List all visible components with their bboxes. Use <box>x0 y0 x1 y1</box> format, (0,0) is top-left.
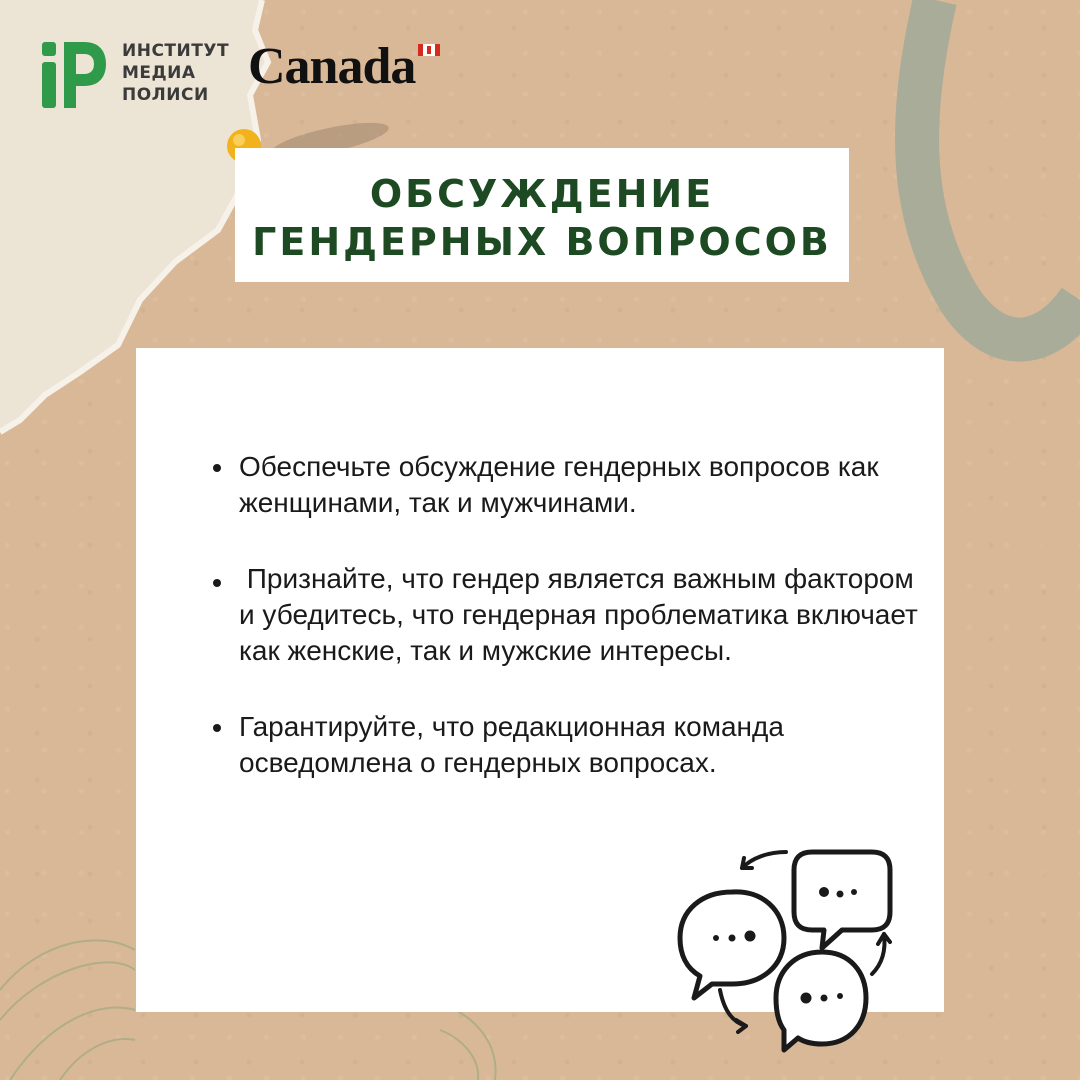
institute-logo-icon <box>38 38 110 114</box>
institute-name-line1: ИНСТИТУТ <box>122 41 230 61</box>
institute-name-line3: ПОЛИСИ <box>122 85 209 105</box>
canada-wordmark: Canada <box>248 38 416 95</box>
institute-name-line2: МЕДИА <box>122 63 196 83</box>
chat-bubbles-icon <box>672 840 902 1060</box>
institute-logo <box>38 38 228 116</box>
recommendations-list <box>239 449 926 821</box>
canada-logo <box>248 38 448 104</box>
list-item: Обеспечьте обсуждение гендерных вопросов как женщинами, так и мужчинами. <box>239 449 919 521</box>
canada-flag-icon <box>418 44 440 56</box>
list-item: Признайте, что гендер является важным фактором и убедитесь, что гендерная проблематика включает как женские, так и мужские интересы. <box>239 561 919 669</box>
title-card <box>235 148 849 282</box>
page-title <box>235 170 849 266</box>
title-line-1: ОБСУЖДЕНИЕ <box>369 172 715 216</box>
list-item: Гарантируйте, что редакционная команда осведомлена о гендерных вопросах. <box>239 709 919 781</box>
curve-decoration <box>840 0 1080 400</box>
title-line-2: ГЕНДЕРНЫХ ВОПРОСОВ <box>252 220 832 264</box>
